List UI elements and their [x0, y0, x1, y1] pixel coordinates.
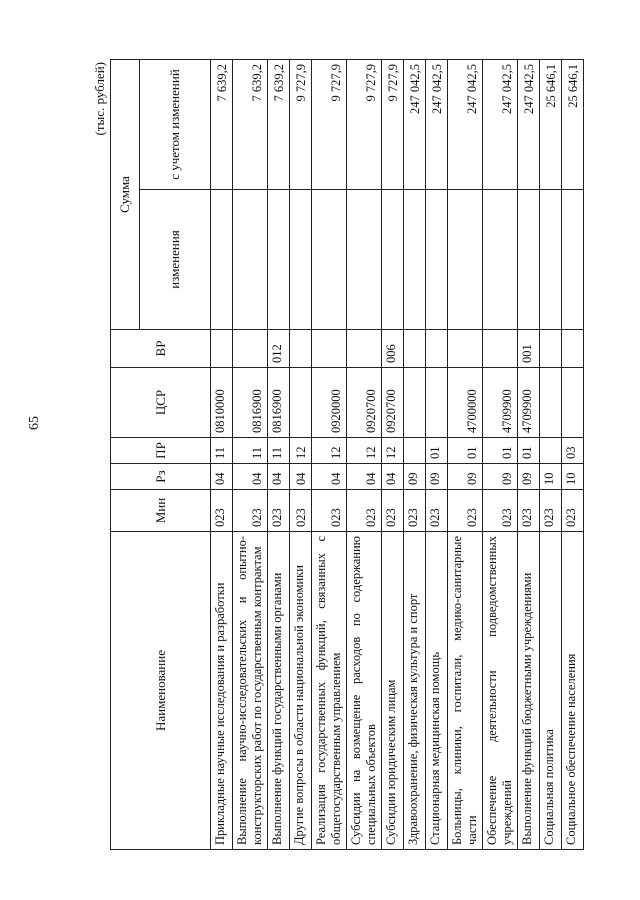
row-csr: 4709900	[483, 368, 518, 438]
row-csr: 0920000	[312, 368, 347, 438]
row-total: 247 042,5	[448, 60, 483, 190]
table-row	[233, 60, 268, 850]
row-csr: 0816900	[268, 368, 290, 438]
row-vr	[290, 330, 312, 368]
row-csr	[426, 368, 448, 438]
row-name: Здравоохранение, физическая культура и спорт	[404, 532, 426, 850]
header-sum: Сумма	[111, 60, 140, 330]
row-name: Социальная политика	[540, 532, 562, 850]
row-pr: 01	[426, 438, 448, 464]
budget-table	[110, 59, 584, 850]
row-vr	[483, 330, 518, 368]
row-min: 023	[290, 490, 312, 532]
row-rz: 04	[233, 464, 268, 490]
row-csr: 4709900	[518, 368, 540, 438]
header-csr: ЦСР	[111, 368, 211, 438]
row-vr: 001	[518, 330, 540, 368]
header-vr: ВР	[111, 330, 211, 368]
row-pr	[540, 438, 562, 464]
table-row	[518, 60, 540, 850]
row-rz: 09	[483, 464, 518, 490]
table-row	[347, 60, 382, 850]
row-pr: 11	[233, 438, 268, 464]
row-name: Субсидии на возмещение расходов по содержанию специальных объектов	[347, 532, 382, 850]
row-min: 023	[518, 490, 540, 532]
row-min: 023	[268, 490, 290, 532]
row-csr	[540, 368, 562, 438]
row-changes	[347, 190, 382, 330]
table-row	[562, 60, 584, 850]
row-changes	[312, 190, 347, 330]
row-rz: 09	[448, 464, 483, 490]
row-changes	[518, 190, 540, 330]
table-row	[404, 60, 426, 850]
row-min: 023	[382, 490, 404, 532]
header-rz: Рз	[111, 464, 211, 490]
row-csr	[562, 368, 584, 438]
row-rz: 09	[426, 464, 448, 490]
row-changes	[426, 190, 448, 330]
row-total: 25 646,1	[540, 60, 562, 190]
row-total: 247 042,5	[404, 60, 426, 190]
row-min: 023	[211, 490, 233, 532]
row-total: 9 727,9	[382, 60, 404, 190]
row-pr: 12	[347, 438, 382, 464]
row-name: Выполнение научно-исследовательских и опытно-конструкторских работ по государственным контрактам	[233, 532, 268, 850]
row-name: Выполнение функций бюджетными учреждениями	[518, 532, 540, 850]
row-total: 7 639,2	[211, 60, 233, 190]
header-pr: ПР	[111, 438, 211, 464]
row-changes	[268, 190, 290, 330]
units-label: (тыс. рублей)	[92, 62, 107, 136]
row-rz: 04	[211, 464, 233, 490]
row-total: 247 042,5	[518, 60, 540, 190]
row-rz: 09	[518, 464, 540, 490]
row-total: 9 727,9	[290, 60, 312, 190]
row-total: 9 727,9	[347, 60, 382, 190]
row-total: 247 042,5	[426, 60, 448, 190]
row-pr: 01	[448, 438, 483, 464]
row-min: 023	[347, 490, 382, 532]
row-name: Обеспечение деятельности подведомственных учреждений	[483, 532, 518, 850]
row-changes	[562, 190, 584, 330]
row-changes	[483, 190, 518, 330]
row-total: 9 727,9	[312, 60, 347, 190]
table-row	[483, 60, 518, 850]
row-rz: 04	[268, 464, 290, 490]
row-changes	[211, 190, 233, 330]
row-vr	[448, 330, 483, 368]
row-rz: 04	[347, 464, 382, 490]
row-csr	[404, 368, 426, 438]
row-csr: 0810000	[211, 368, 233, 438]
row-vr	[233, 330, 268, 368]
row-vr	[347, 330, 382, 368]
row-rz: 10	[540, 464, 562, 490]
row-changes	[540, 190, 562, 330]
row-pr: 11	[211, 438, 233, 464]
row-pr: 01	[518, 438, 540, 464]
row-rz: 04	[312, 464, 347, 490]
row-name: Прикладные научные исследования и разработки	[211, 532, 233, 850]
row-csr: 0920700	[347, 368, 382, 438]
header-min: Мин	[111, 490, 211, 532]
row-pr: 11	[268, 438, 290, 464]
row-name: Стационарная медицинская помощь	[426, 532, 448, 850]
row-rz: 09	[404, 464, 426, 490]
row-name: Реализация государственных функций, связанных с общегосударственным управлением	[312, 532, 347, 850]
row-changes	[233, 190, 268, 330]
row-csr: 0920700	[382, 368, 404, 438]
row-vr: 006	[382, 330, 404, 368]
row-total: 25 646,1	[562, 60, 584, 190]
row-pr	[404, 438, 426, 464]
row-changes	[404, 190, 426, 330]
row-min: 023	[426, 490, 448, 532]
table-row	[426, 60, 448, 850]
row-pr: 12	[290, 438, 312, 464]
page-number: 65	[27, 416, 42, 430]
row-min: 023	[404, 490, 426, 532]
row-changes	[290, 190, 312, 330]
row-vr	[404, 330, 426, 368]
row-vr: 012	[268, 330, 290, 368]
table-row	[540, 60, 562, 850]
row-name: Субсидии юридическим лицам	[382, 532, 404, 850]
row-vr	[562, 330, 584, 368]
row-pr: 12	[312, 438, 347, 464]
row-vr	[211, 330, 233, 368]
table-header	[111, 60, 211, 850]
header-name: Наименование	[111, 532, 211, 850]
row-min: 023	[540, 490, 562, 532]
row-rz: 04	[290, 464, 312, 490]
row-min: 023	[562, 490, 584, 532]
row-vr	[312, 330, 347, 368]
table-row	[448, 60, 483, 850]
row-csr: 4700000	[448, 368, 483, 438]
row-changes	[448, 190, 483, 330]
row-total: 7 639,2	[233, 60, 268, 190]
row-rz: 04	[382, 464, 404, 490]
table-row	[211, 60, 233, 850]
row-name: Социальное обеспечение населения	[562, 532, 584, 850]
row-name: Больницы, клиники, госпитали, медико-санитарные части	[448, 532, 483, 850]
row-csr	[290, 368, 312, 438]
row-csr: 0816900	[233, 368, 268, 438]
row-rz: 10	[562, 464, 584, 490]
row-total: 7 639,2	[268, 60, 290, 190]
rotated-budget-table-block	[90, 60, 610, 850]
row-total: 247 042,5	[483, 60, 518, 190]
row-pr: 01	[483, 438, 518, 464]
table-body	[211, 60, 584, 850]
row-vr	[426, 330, 448, 368]
row-min: 023	[483, 490, 518, 532]
row-min: 023	[312, 490, 347, 532]
row-name: Выполнение функций государственными органами	[268, 532, 290, 850]
row-vr	[540, 330, 562, 368]
row-min: 023	[233, 490, 268, 532]
table-row	[290, 60, 312, 850]
table-row	[382, 60, 404, 850]
row-changes	[382, 190, 404, 330]
row-pr: 12	[382, 438, 404, 464]
table-row	[268, 60, 290, 850]
row-min: 023	[448, 490, 483, 532]
table-row	[312, 60, 347, 850]
header-changes: изменения	[140, 190, 211, 330]
row-name: Другие вопросы в области национальной экономики	[290, 532, 312, 850]
header-with-changes: с учетом изменений	[140, 60, 211, 190]
row-pr: 03	[562, 438, 584, 464]
